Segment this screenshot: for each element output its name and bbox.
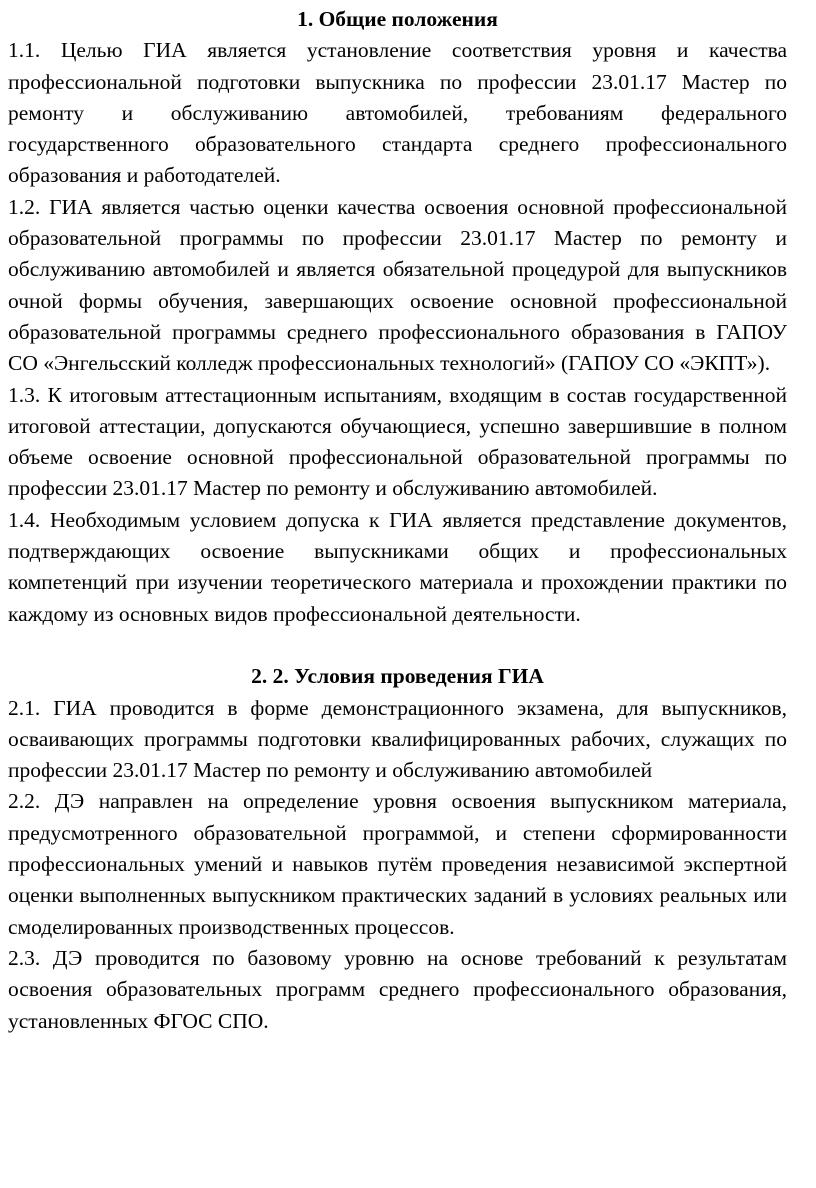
paragraph: 2.3. ДЭ проводится по базовому уровню на основе требований к результатам освоения образовательных программ среднего профессионального образования, установленных ФГОС СПО. xyxy=(8,945,787,1033)
paragraph: 1.4. Необходимым условием допуска к ГИА является представление документов, подтверждающих освоение выпускниками общих и профессиональных компетенций при изучении теоретического материала и прохождении практики по каждому из основных видов профессиональной деятельности. xyxy=(8,507,787,626)
paragraph: 1.2. ГИА является частью оценки качества освоения основной профессиональной образовательной программы по профессии 23.01.17 Мастер по ремонту и обслуживанию автомобилей и является обязательной процедурой для выпускников очной формы обучения, завершающих освоение основной профессиональной образовательной программы среднего профессионального образования в ГАПОУ СО «Энгельсский колледж профессиональных технологий» (ГАПОУ СО «ЭКПТ»). xyxy=(8,194,787,376)
paragraph: 1.1. Целью ГИА является установление соответствия уровня и качества профессиональной подготовки выпускника по профессии 23.01.17 Мастер по ремонту и обслуживанию автомобилей, требованиям федерального государственного образовательного стандарта среднего профессионального образования и работодателей. xyxy=(8,38,787,188)
paragraph: 2.1. ГИА проводится в форме демонстрационного экзамена, для выпускников, осваивающих программы подготовки квалифицированных рабочих, служащих по профессии 23.01.17 Мастер по ремонту и обслуживанию автомобилей xyxy=(8,695,787,783)
section-general-provisions xyxy=(8,4,787,630)
section-exam-conditions xyxy=(8,661,787,1037)
paragraph: 1.3. К итоговым аттестационным испытаниям, входящим в состав государственной итоговой аттестации, допускаются обучающиеся, успешно завершившие в полном объеме освоение основной профессиональной образовательной программы по профессии 23.01.17 Мастер по ремонту и обслуживанию автомобилей. xyxy=(8,382,787,501)
section-spacer xyxy=(8,630,787,661)
section-title: 1. Общие положения xyxy=(297,7,498,31)
section-title: 2. 2. Условия проведения ГИА xyxy=(251,664,544,689)
paragraph: 2.2. ДЭ направлен на определение уровня освоения выпускником материала, предусмотренного образовательной программой, и степени сформированности профессиональных умений и навыков путём проведения независимой экспертной оценки выполненных выпускником практических заданий в условиях реальных или смоделированных производственных процессов. xyxy=(8,789,787,939)
document-page xyxy=(8,4,787,1037)
